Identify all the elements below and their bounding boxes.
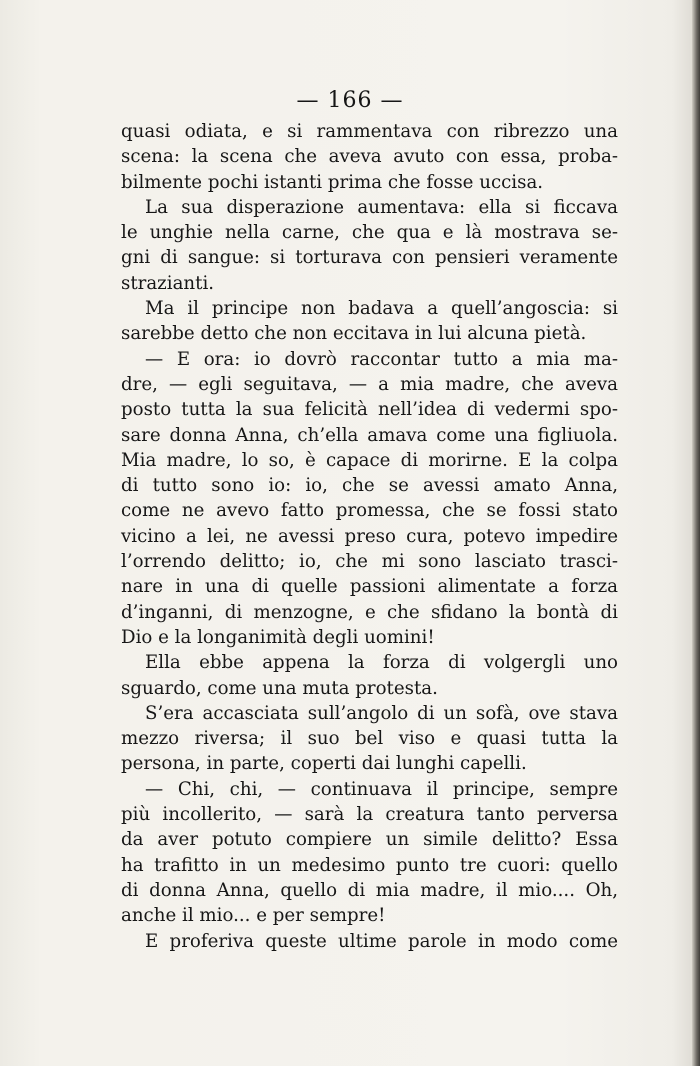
text-line: posto tutta la sua felicità nell’idea di vedermi spo- <box>121 399 618 421</box>
text-line: scena: la scena che aveva avuto con essa, proba- <box>121 146 618 168</box>
text-line: ha trafitto in un medesimo punto tre cuori: quello <box>121 854 618 876</box>
text-line: quasi odiata, e si rammentava con ribrezzo una <box>121 121 618 142</box>
text-line: più incollerito, — sarà la creatura tanto perversa <box>121 804 618 826</box>
text-line: nare in una di quelle passioni alimentate a forza <box>121 576 618 598</box>
text-line: gni di sangue: si torturava con pensieri veramente <box>121 247 618 269</box>
text-line: le unghie nella carne, che qua e là mostrava se- <box>121 222 618 244</box>
text-line: La sua disperazione aumentava: ella si ficcava <box>145 196 618 218</box>
page-number-header: — 166 — <box>296 88 404 113</box>
text-line: anche il mio... e per sempre! <box>121 905 386 927</box>
text-line: sare donna Anna, ch’ella amava come una figliuola. <box>121 424 618 446</box>
text-line: d’inganni, di menzogne, e che sfidano la bontà di <box>121 601 618 623</box>
text-line: Mia madre, lo so, è capace di morirne. E la colpa <box>121 449 618 471</box>
text-line: di donna Anna, quello di mia madre, il mio.... Oh, <box>121 879 618 901</box>
text-line: E proferiva queste ultime parole in modo come <box>145 930 618 952</box>
text-line: — E ora: io dovrò raccontar tutto a mia ma- <box>145 348 618 370</box>
text-line: l’orrendo delitto; io, che mi sono lasciato trasci- <box>121 551 618 573</box>
text-line: — Chi, chi, — continuava il principe, sempre <box>145 778 618 800</box>
text-line: dre, — egli seguitava, — a mia madre, che aveva <box>121 373 618 395</box>
text-line: strazianti. <box>121 272 215 294</box>
text-line: di tutto sono io: io, che se avessi amato Anna, <box>121 475 618 497</box>
page-edge-shadow <box>692 0 700 1066</box>
text-line: Dio e la longanimità degli uomini! <box>121 626 435 648</box>
text-line: Ella ebbe appena la forza di volgergli uno <box>145 652 618 674</box>
text-line: Ma il principe non badava a quell’angoscia: si <box>145 298 618 320</box>
text-line: mezzo riversa; il suo bel viso e quasi tutta la <box>121 728 618 750</box>
text-line: come ne avevo fatto promessa, che se fossi stato <box>121 500 618 522</box>
text-line: S’era accasciata sull’angolo di un sofà, ove stava <box>145 702 618 724</box>
text-line: vicino a lei, ne avessi preso cura, potevo impedire <box>121 525 618 547</box>
text-line: sarebbe detto che non eccitava in lui alcuna pietà. <box>121 323 587 345</box>
text-line: da aver potuto compiere un simile delitto? Essa <box>121 829 618 851</box>
text-line: persona, in parte, coperti dai lunghi capelli. <box>121 753 527 775</box>
text-line: bilmente pochi istanti prima che fosse uccisa. <box>121 171 544 193</box>
text-line: sguardo, come una muta protesta. <box>121 677 438 699</box>
body-text <box>121 119 618 954</box>
